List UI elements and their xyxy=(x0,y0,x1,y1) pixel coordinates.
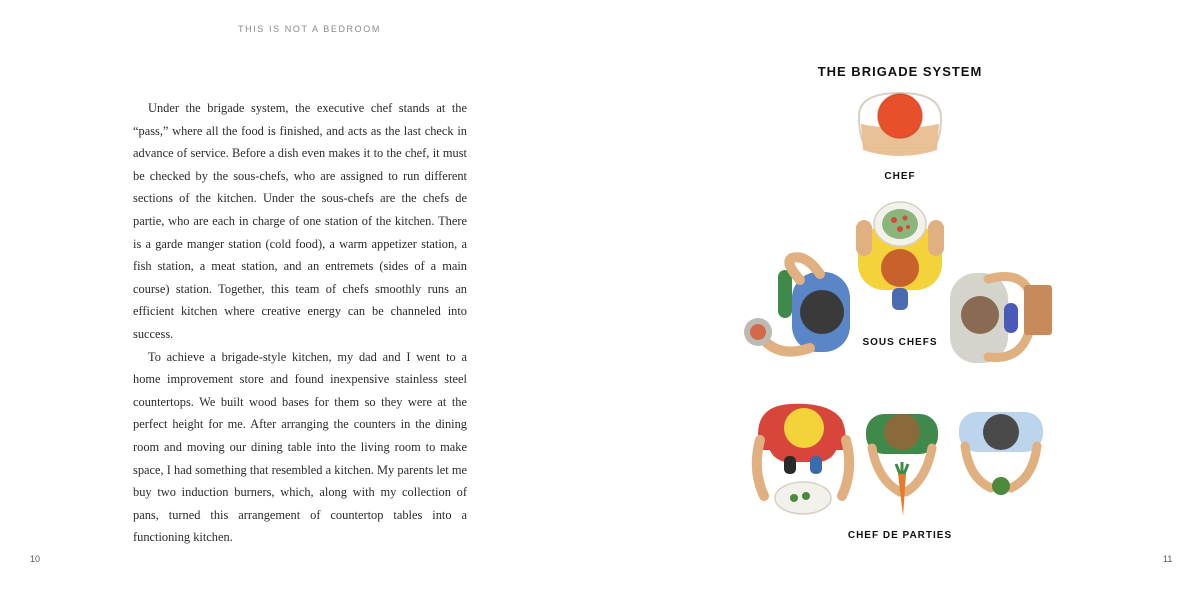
label-chef-de-parties: CHEF DE PARTIES xyxy=(847,530,953,541)
sous-chef-top-illustration xyxy=(850,198,950,316)
right-page xyxy=(600,0,1200,600)
label-sous-chefs: SOUS CHEFS xyxy=(862,337,938,348)
chef-de-partie-left-illustration xyxy=(750,400,860,520)
chef-de-partie-right-illustration xyxy=(955,408,1047,503)
diagram-title: THE BRIGADE SYSTEM xyxy=(817,64,983,79)
sous-chef-left-illustration xyxy=(740,252,860,370)
running-head: THIS IS NOT A BEDROOM xyxy=(238,24,381,34)
paragraph-1: Under the brigade system, the executive chef stands at the “pass,” where all the food is finished, and acts as the last check in advance of service. Before a dish even makes it to the chef, it must be checked by the sous-chefs, who are assigned to run different sections of the kitchen. Under the sous-chefs are the chefs de partie, who are each in charge of one station of the kitchen. There is a garde manger station (cold food), a warm appetizer station, a fish station, a meat station, and an entremets (sides of a main course) station. Together, this team of chefs smoothly runs an efficient kitchen where creative energy can be channeled into success. xyxy=(133,101,467,341)
paragraph-2: To achieve a brigade-style kitchen, my dad and I went to a home improvement store and found inexpensive stainless steel countertops. We built wood bases for them so they were at the perfect height for me. After arranging the counters in the dining room and moving our dining table into the living room to make space, I had something that resembled a kitchen. My parents let me buy two induction burners, which, along with my collection of pans, turned this arrangement of countertop tables into a functioning kitchen. xyxy=(133,349,467,545)
label-chef: CHEF xyxy=(884,171,916,182)
sous-chef-right-illustration xyxy=(948,265,1058,370)
page-number-left: 10 xyxy=(30,554,41,564)
chef-de-partie-middle-illustration xyxy=(862,408,942,523)
body-text xyxy=(133,97,467,549)
chef-illustration xyxy=(845,88,955,166)
page-number-right: 11 xyxy=(1163,554,1173,564)
